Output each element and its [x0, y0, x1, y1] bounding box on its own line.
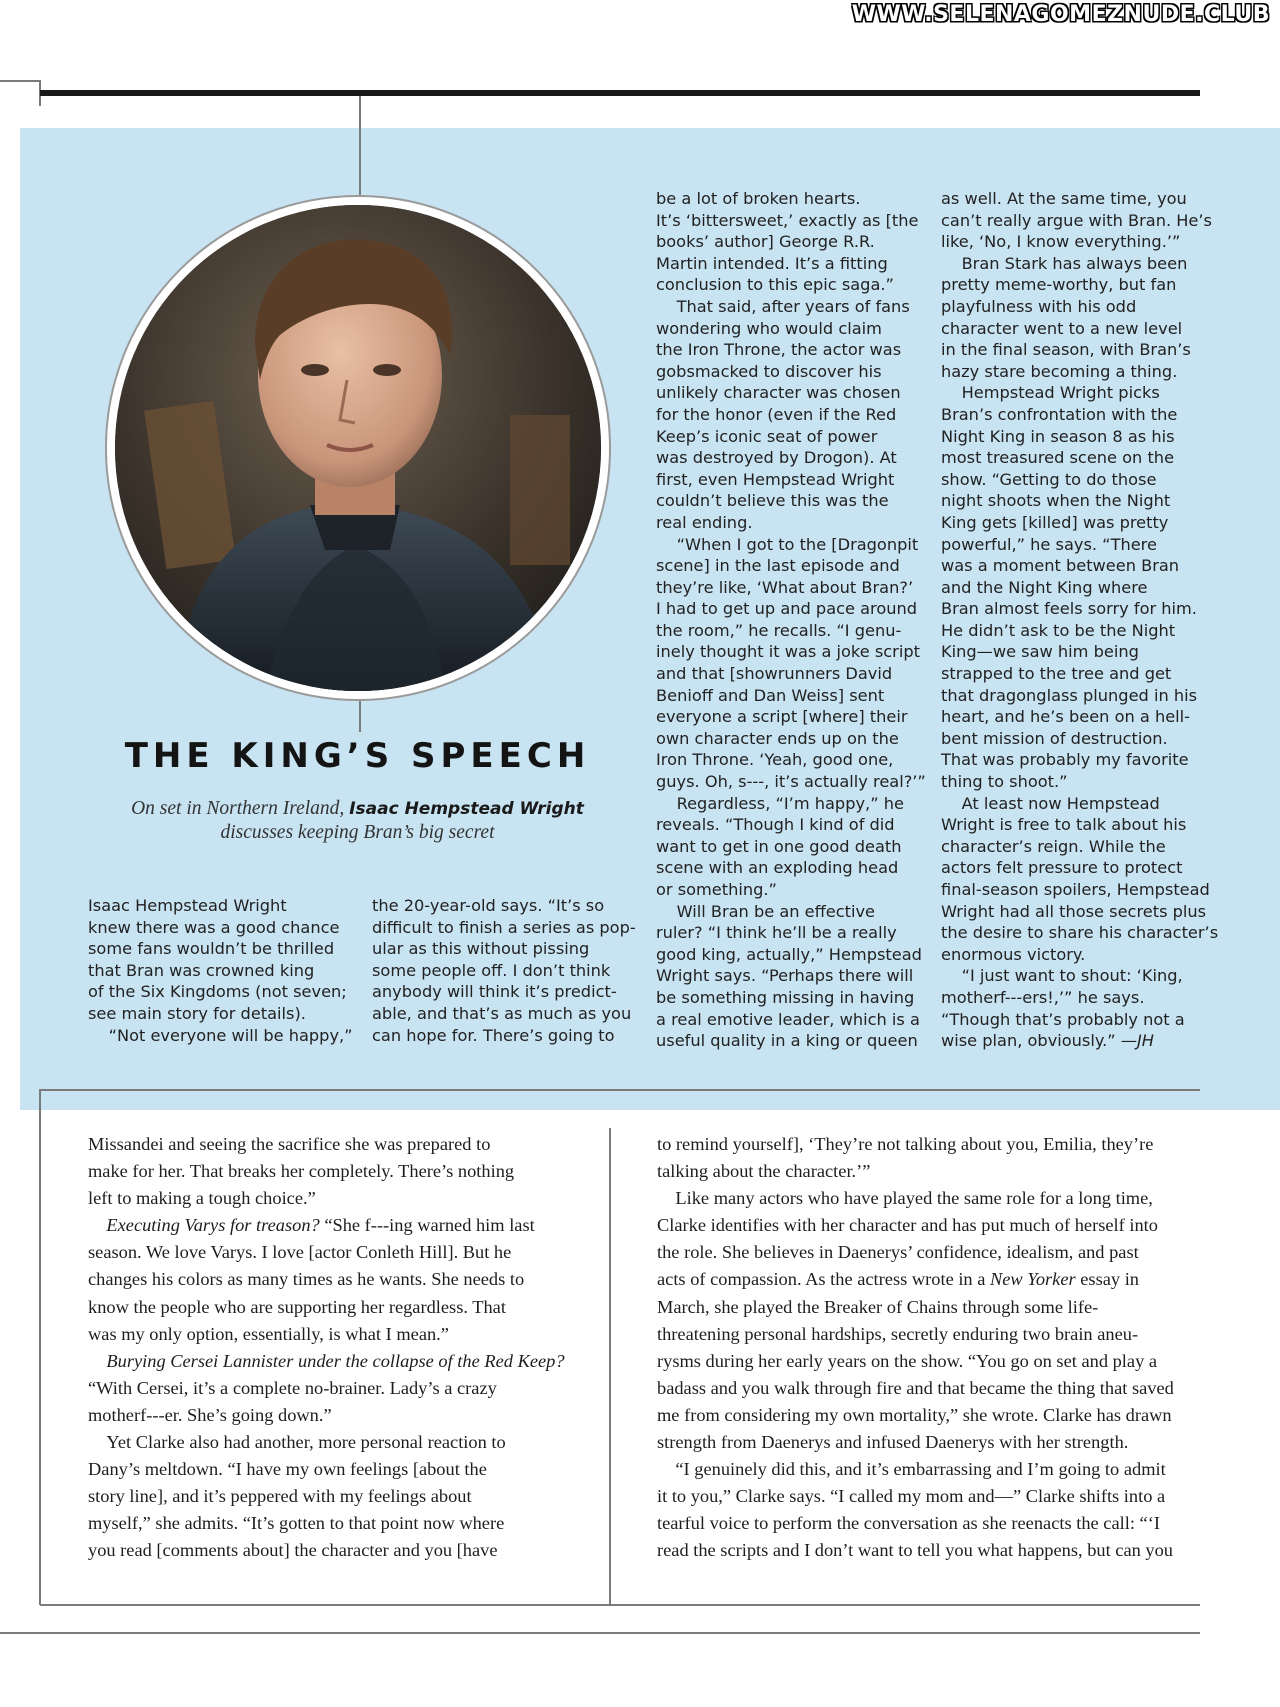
text-line: I had to get up and pace around: [656, 599, 918, 619]
text-line: the 20-year-old says. “It’s so: [372, 896, 605, 915]
text-line: changes his colors as many times as he wants. She needs to: [88, 1269, 525, 1290]
main-column-right: [657, 1131, 1174, 1565]
text-line: actors felt pressure to protect: [941, 858, 1183, 878]
text-line: “When I got to the [Dragonpit: [656, 534, 919, 554]
text-line: motherf---er. She’s going down.”: [88, 1404, 332, 1425]
sidebar-bottom-rule: [40, 1089, 1200, 1091]
text-line: conclusion to this epic saga.”: [656, 275, 894, 295]
text-line: some fans wouldn’t be thrilled: [88, 939, 335, 959]
text-line: own character ends up on the: [656, 728, 899, 748]
text-line: Iron Throne. ‘Yeah, good one,: [656, 750, 894, 770]
text-line: strength from Daenerys and infused Daenerys with her strength.: [657, 1432, 1129, 1453]
text-line: night shoots when the Night: [941, 491, 1171, 511]
text-line: It’s ‘bittersweet,’ exactly as [the: [656, 210, 919, 230]
text-line: me from considering my own mortality,” she wrote. Clarke has drawn: [657, 1404, 1172, 1425]
text-line: be a lot of broken hearts.: [656, 189, 861, 208]
top-left-rule: [0, 80, 40, 82]
text-line: “With Cersei, it’s a complete no-brainer. Lady’s a crazy: [88, 1377, 497, 1398]
text-line: character’s reign. While the: [941, 836, 1166, 856]
deck-name: Isaac Hempstead Wright: [349, 799, 584, 819]
text-line: Martin intended. It’s a fitting: [656, 253, 888, 273]
text-line: playfulness with his odd: [941, 296, 1137, 316]
text-line: badass and you walk through fire and that became the thing that saved: [657, 1377, 1174, 1398]
text-line: “I genuinely did this, and it’s embarrassing and I’m going to admit: [657, 1459, 1166, 1480]
text-line: can hope for. There’s going to: [372, 1025, 615, 1045]
text-line: anybody will think it’s predict-: [372, 982, 617, 1002]
text-line: know the people who are supporting her regardless. That: [88, 1296, 506, 1317]
text-line: unlikely character was chosen: [656, 383, 901, 403]
text-line: “I just want to shout: ‘King,: [941, 966, 1183, 986]
deck-tail: discusses keeping Bran’s big secret: [220, 822, 495, 843]
text-line: ular as this without pissing: [372, 939, 590, 959]
text-line: Keep’s iconic seat of power: [656, 426, 878, 446]
text-line: books’ author] George R.R.: [656, 232, 875, 252]
sidebar-column-1: [88, 895, 353, 1046]
text-line: the desire to share his character’s: [941, 923, 1219, 943]
sidebar-deck: [80, 797, 635, 845]
italic-lead-in: Burying Cersei Lannister under the collapse of the Red Keep?: [106, 1350, 565, 1371]
text-line: couldn’t believe this was the: [656, 491, 889, 511]
italic-lead-in: —JH: [1120, 1031, 1154, 1051]
text-line: Wright had all those secrets plus: [941, 901, 1207, 921]
deck-lead: On set in Northern Ireland,: [131, 798, 350, 819]
text-line: heart, and he’s been on a hell-: [941, 707, 1191, 727]
text-line: character went to a new level: [941, 318, 1183, 338]
text-line: bent mission of destruction.: [941, 728, 1168, 748]
text-line: as well. At the same time, you: [941, 189, 1187, 208]
text-line: it to you,” Clarke says. “I called my mom and—” Clarke shifts into a: [657, 1486, 1166, 1507]
text-line: Will Bran be an effective: [656, 901, 876, 921]
text-line: powerful,” he says. “There: [941, 534, 1157, 554]
text-line: make for her. That breaks her completely. There’s nothing: [88, 1161, 515, 1182]
text-line: Wright says. “Perhaps there will: [656, 966, 914, 986]
text-line: ruler? “I think he’ll be a really: [656, 923, 897, 943]
text-line: or something.”: [656, 880, 777, 899]
text-line: Bran Stark has always been: [941, 253, 1188, 273]
text-line: was my only option, essentially, is what I mean.”: [88, 1323, 449, 1344]
text-line: final-season spoilers, Hempstead: [941, 880, 1210, 899]
text-line: At least now Hempstead: [941, 793, 1160, 813]
sidebar-column-3: [656, 188, 926, 1052]
text-line: inely thought it was a joke script: [656, 642, 920, 662]
text-line: in the final season, with Bran’s: [941, 340, 1191, 360]
text-line: gobsmacked to discover his: [656, 361, 882, 381]
italic-lead-in: Executing Varys for treason?: [106, 1215, 320, 1236]
sidebar-divider-bottom: [359, 700, 361, 732]
text-line: scene] in the last episode and: [656, 556, 900, 576]
text-line: and that [showrunners David: [656, 664, 893, 684]
text-line: Yet Clarke also had another, more personal reaction to: [88, 1432, 506, 1453]
text-line: they’re like, ‘What about Bran?’: [656, 577, 914, 597]
text-line: talking about the character.’”: [657, 1161, 871, 1182]
text-line: “Not everyone will be happy,”: [88, 1025, 353, 1045]
text-line: can’t really argue with Bran. He’s: [941, 210, 1212, 230]
text-line: Night King in season 8 as his: [941, 426, 1175, 446]
text-line: threatening personal hardships, secretly enduring two brain aneu-: [657, 1323, 1139, 1344]
text-line: for the honor (even if the Red: [656, 404, 897, 424]
text-line: some people off. I don’t think: [372, 960, 611, 980]
text-line: tearful voice to perform the conversation as she reenacts the call: “‘I: [657, 1513, 1160, 1534]
header-rule: [40, 90, 1200, 96]
text-line: a real emotive leader, which is a: [656, 1009, 920, 1029]
text-line: Isaac Hempstead Wright: [88, 896, 287, 915]
column-divider: [609, 1128, 611, 1605]
text-line: rysms during her early years on the show. “You go on set and play a: [657, 1350, 1158, 1371]
text-line: Wright is free to talk about his: [941, 815, 1187, 835]
text-line: of the Six Kingdoms (not seven;: [88, 982, 347, 1002]
text-line: the role. She believes in Daenerys’ confidence, idealism, and past: [657, 1242, 1139, 1263]
main-column-left: [88, 1131, 565, 1565]
italic-lead-in: New Yorker: [990, 1269, 1076, 1290]
text-line: see main story for details).: [88, 1003, 306, 1023]
left-margin-rule: [39, 1089, 41, 1605]
text-line: that dragonglass plunged in his: [941, 685, 1198, 705]
text-line: scene with an exploding head: [656, 858, 899, 878]
text-line: reveals. “Though I kind of did: [656, 815, 895, 835]
portrait-illustration: [115, 205, 601, 691]
text-line: Dany’s meltdown. “I have my own feelings [about the: [88, 1459, 487, 1480]
text-line: knew there was a good chance: [88, 917, 340, 937]
text-line: real ending.: [656, 512, 753, 532]
portrait-photo: [115, 205, 601, 691]
text-line: able, and that’s as much as you: [372, 1003, 632, 1023]
text-line: you read [comments about] the character and you [have: [88, 1540, 498, 1561]
sidebar-title: THE KING’S SPEECH: [124, 736, 591, 776]
text-line: myself,” she admits. “It’s gotten to that point now where: [88, 1513, 505, 1534]
text-line: [88, 1348, 565, 1375]
text-line: story line], and it’s peppered with my feelings about: [88, 1486, 472, 1507]
text-line: left to making a tough choice.”: [88, 1188, 316, 1209]
text-line: Hempstead Wright picks: [941, 383, 1160, 403]
text-line: show. “Getting to do those: [941, 469, 1157, 489]
text-line: enormous victory.: [941, 944, 1086, 964]
text-line: He didn’t ask to be the Night: [941, 620, 1176, 640]
text-line: was a moment between Bran: [941, 556, 1180, 576]
text-line: everyone a script [where] their: [656, 707, 908, 727]
text-line: read the scripts and I don’t want to tell you what happens, but can you: [657, 1540, 1174, 1561]
text-line: thing to shoot.”: [941, 772, 1068, 792]
text-line: Clarke identifies with her character and has put much of herself into: [657, 1215, 1158, 1236]
sidebar-column-4: [941, 188, 1218, 1052]
text-line: was destroyed by Drogon). At: [656, 448, 897, 468]
text-line: useful quality in a king or queen: [656, 1031, 918, 1051]
text-line: good king, actually,” Hempstead: [656, 944, 922, 964]
text-line: pretty meme-worthy, but fan: [941, 275, 1177, 295]
sidebar-divider-top: [359, 96, 361, 196]
text-line: Executing Varys for treason? “She f---ing warned him last: [106, 1215, 535, 1236]
text-line: King—we saw him being: [941, 642, 1139, 662]
text-line: like, ‘No, I know everything.’”: [941, 232, 1181, 252]
text-line: first, even Hempstead Wright: [656, 469, 895, 489]
sidebar-column-2: [372, 895, 636, 1046]
text-line: Like many actors who have played the same role for a long time,: [657, 1188, 1153, 1209]
text-line: guys. Oh, s---, it’s actually real?’”: [656, 772, 926, 792]
text-line: March, she played the Breaker of Chains through some life-: [657, 1296, 1099, 1317]
footer-rule: [0, 1632, 1200, 1634]
bottom-rule: [40, 1604, 1200, 1606]
text-line: motherf---ers!,’” he says.: [941, 987, 1145, 1007]
text-line: and the Night King where: [941, 577, 1148, 597]
watermark: WWW.SELENAGOMEZNUDE.CLUB: [851, 2, 1270, 27]
text-line: the room,” he recalls. “I genu-: [656, 620, 902, 640]
text-line: hazy stare becoming a thing.: [941, 361, 1178, 381]
text-line: Benioff and Dan Weiss] sent: [656, 685, 885, 705]
text-line: King gets [killed] was pretty: [941, 512, 1169, 532]
text-line: Bran almost feels sorry for him.: [941, 599, 1197, 619]
text-line: “Though that’s probably not a: [941, 1009, 1185, 1029]
text-line: that Bran was crowned king: [88, 960, 315, 980]
text-line: acts of compassion. As the actress wrote in a New Yorker essay in: [657, 1269, 1140, 1290]
text-line: wondering who would claim: [656, 318, 882, 338]
text-line: Bran’s confrontation with the: [941, 404, 1178, 424]
text-line: That was probably my favorite: [941, 750, 1189, 770]
text-line: Missandei and seeing the sacrifice she was prepared to: [88, 1134, 491, 1154]
text-line: most treasured scene on the: [941, 448, 1175, 468]
text-line: the Iron Throne, the actor was: [656, 340, 902, 360]
text-line: season. We love Varys. I love [actor Conleth Hill]. But he: [88, 1242, 512, 1263]
text-line: strapped to the tree and get: [941, 664, 1172, 684]
text-line: difficult to finish a series as pop-: [372, 917, 636, 937]
text-line: want to get in one good death: [656, 836, 902, 856]
text-line: be something missing in having: [656, 987, 915, 1007]
text-line: That said, after years of fans: [656, 296, 910, 316]
text-line: to remind yourself], ‘They’re not talking about you, Emilia, they’re: [657, 1134, 1154, 1154]
text-line: Regardless, “I’m happy,” he: [656, 793, 904, 813]
text-line: wise plan, obviously.” —JH: [941, 1031, 1154, 1051]
